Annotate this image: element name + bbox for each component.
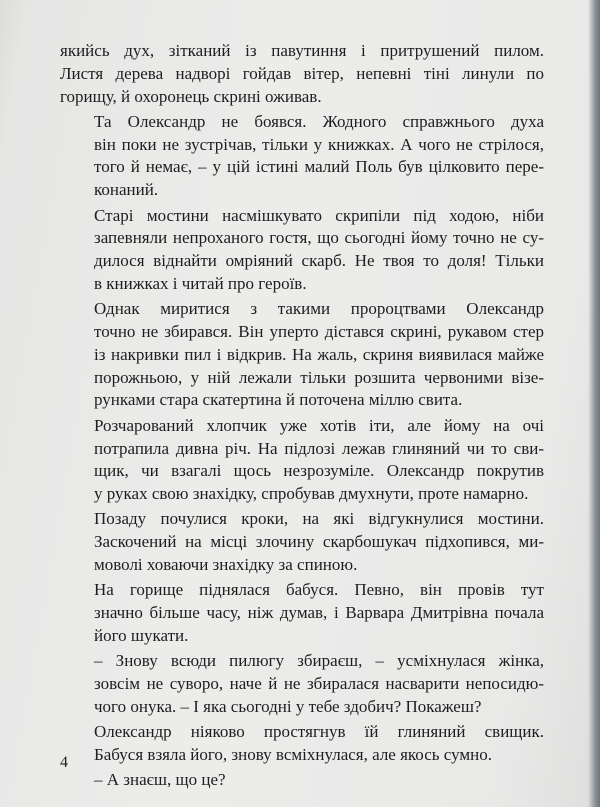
page-body-text bbox=[60, 40, 544, 792]
text-line: чого онука. – І яка сьогодні у тебе здобич? Покажеш? bbox=[94, 696, 482, 716]
text-line: запевняли непроханого гостя, що сьогодні йому точно не су- bbox=[94, 228, 544, 248]
text-line: в книжках і читай про героїв. bbox=[94, 273, 307, 293]
paragraph bbox=[60, 721, 544, 767]
text-line: він поки не зустрічав, тільки у книжках. А чого не стрілося, bbox=[94, 134, 544, 154]
text-line: його шукати. bbox=[94, 625, 189, 645]
text-line: моволі ховаючи знахідку за спиною. bbox=[94, 555, 358, 575]
text-line: точно не збирався. Він уперто дістався скрині, рукавом стер bbox=[94, 322, 544, 342]
paragraph bbox=[60, 111, 544, 202]
text-line: якийсь дух, зітканий із павутиння і притрушений пилом. bbox=[60, 41, 544, 60]
text-line: Та Олександр не боявся. Жодного справжнього духа bbox=[94, 111, 544, 131]
text-line: Позаду почулися кроки, на які відгукнулися мостини. bbox=[94, 509, 544, 529]
text-line: Листя дерева надворі гойдав вітер, непевні тіні линули по bbox=[60, 63, 544, 83]
text-line: порожньою, у ній лежали тільки розшита червоними візе- bbox=[94, 367, 544, 387]
text-line: Однак миритися з такими пророцтвами Олександр bbox=[94, 299, 544, 319]
paragraph bbox=[60, 769, 544, 792]
text-line: На горище піднялася бабуся. Певно, він провів тут bbox=[94, 580, 544, 600]
paragraph bbox=[60, 508, 544, 576]
text-line: Старі мостини насмішкувато скрипіли під ходою, ніби bbox=[94, 205, 544, 225]
text-line: Бабуся взяла його, знову всміхнулася, але якось сумно. bbox=[94, 744, 492, 764]
paragraph bbox=[60, 298, 544, 412]
text-line: потрапила дивна річ. На підлозі лежав глиняний чи то сви- bbox=[94, 438, 544, 458]
text-line: щик, чи взагалі щось незрозуміле. Олександр покрутив bbox=[94, 461, 544, 481]
text-line: значно більше часу, ніж думав, і Варвара Дмитрівна почала bbox=[94, 603, 544, 623]
text-line: Олександр ніяково простягнув їй глиняний свищик. bbox=[94, 722, 544, 742]
text-line: конаний. bbox=[94, 180, 159, 200]
paragraph bbox=[60, 579, 544, 647]
paragraph bbox=[60, 415, 544, 506]
text-line: – А знаєш, що це? bbox=[94, 770, 226, 790]
text-line: зовсім не суворо, наче й не збиралася насварити непосидю- bbox=[94, 674, 544, 694]
paragraph bbox=[60, 205, 544, 296]
text-line: рунками стара скатертина й поточена міллю свита. bbox=[94, 390, 463, 410]
text-line: із накривки пил і відкрив. На жаль, скриня виявилася майже bbox=[94, 344, 544, 364]
page-edge-shadow bbox=[588, 0, 600, 807]
text-line: – Знову всюди пилюгу збираєш, – усміхнулася жінка, bbox=[94, 651, 544, 671]
page-number: 4 bbox=[60, 754, 68, 771]
text-line: дилося віднайти омріяний скарб. Не твоя то доля! Тільки bbox=[94, 251, 544, 271]
paragraph bbox=[60, 40, 544, 108]
text-line: того й немає, – у цій істині малий Поль був цілковито пере- bbox=[94, 157, 544, 177]
text-line: Розчарований хлопчик уже хотів іти, але йому на очі bbox=[94, 415, 544, 435]
text-line: у руках свою знахідку, спробував дмухнути, проте намарно. bbox=[94, 484, 529, 504]
paragraph bbox=[60, 650, 544, 718]
text-line: горищу, й охоронець скрині оживав. bbox=[60, 86, 322, 106]
text-line: Заскочений на місці злочину скарбошукач підхопився, ми- bbox=[94, 532, 544, 552]
